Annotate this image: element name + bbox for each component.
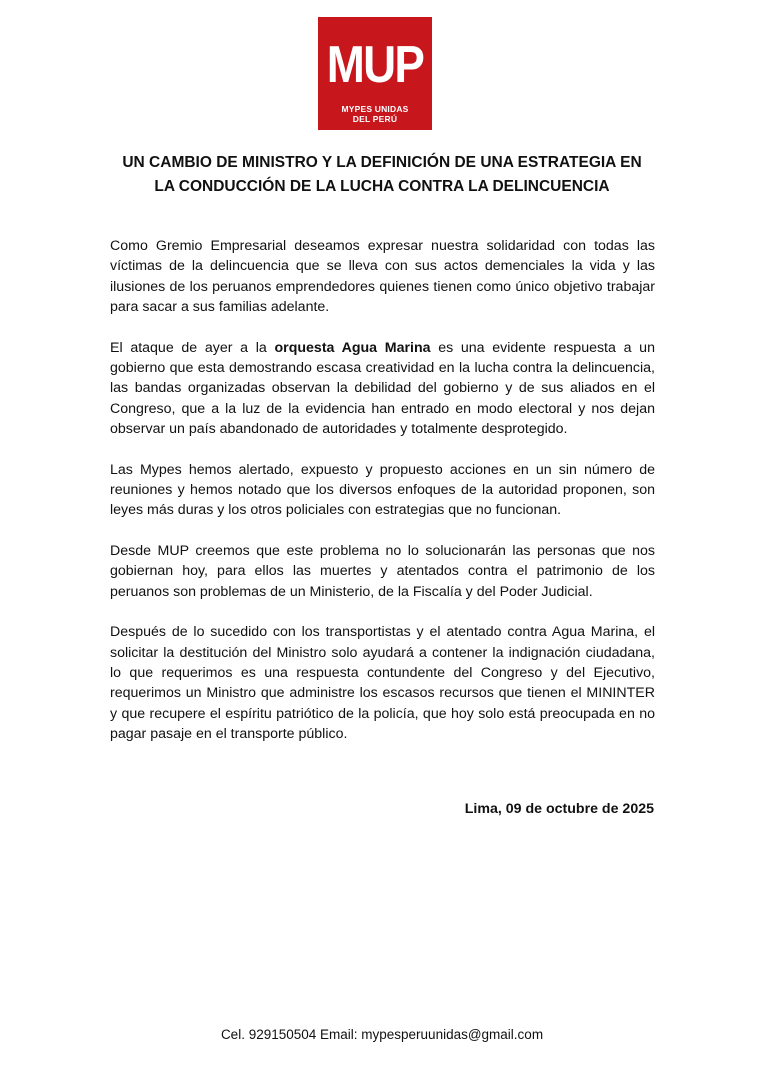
title-line-2: LA CONDUCCIÓN DE LA LUCHA CONTRA LA DELINCUENCIA [154, 178, 610, 195]
document-body [110, 236, 655, 765]
paragraph-2-rest: es una evidente respuesta a un gobierno que esta demostrando escasa creatividad en la lucha contra la delincuencia, las bandas organizadas observan la debilidad del gobierno y de sus aliados en el Congreso, que a la luz de la evidencia han entrado en modo electoral y nos dejan observar un país abandonado de autoridades y totalmente desprotegido. [110, 339, 655, 437]
document-date: Lima, 09 de octubre de 2025 [464, 801, 654, 817]
paragraph-2 [110, 338, 655, 439]
paragraph-3: Las Mypes hemos alertado, expuesto y propuesto acciones en un sin número de reuniones y hemos notado que los diversos enfoques de la autoridad proponen, son leyes más duras y los otros policiales con estrategias que no funcionan. [110, 461, 655, 519]
document-title [110, 151, 654, 199]
logo-mark: MUP [326, 36, 424, 94]
paragraph-2-intro: El ataque de ayer a la [110, 339, 275, 356]
mup-logo [318, 17, 432, 130]
logo-subtitle-line2: DEL PERÚ [352, 114, 398, 124]
paragraph-2-emphasis: orquesta Agua Marina [274, 339, 431, 356]
paragraph-5: Después de lo sucedido con los transportistas y el atentado contra Agua Marina, el solicitar la destitución del Ministro solo ayudará a contener la indignación ciudadana, lo que requerimos es una respuesta contundente del Congreso y del Ejecutivo, requerimos un Ministro que administre los escasos recursos que tienen el MININTER y que recupere el espíritu patriótico de la policía, que hoy solo está preocupada en no pagar pasaje en el transporte público. [110, 624, 655, 742]
paragraph-4: Desde MUP creemos que este problema no lo solucionarán las personas que nos gobiernan hoy, para ellos las muertes y atentados contra el patrimonio de los peruanos son problemas de un Ministerio, de la Fiscalía y del Poder Judicial. [110, 543, 655, 600]
paragraph-1: Como Gremio Empresarial deseamos expresar nuestra solidaridad con todas las víctimas de la delincuencia que se lleva con sus actos demenciales la vida y las ilusiones de los peruanos emprendedores quienes tienen como único objetivo trabajar para sacar a sus familias adelante. [110, 238, 655, 315]
title-line-1: UN CAMBIO DE MINISTRO Y LA DEFINICIÓN DE UNA ESTRATEGIA EN [122, 154, 642, 171]
logo-subtitle [318, 104, 432, 124]
logo-subtitle-line1: MYPES UNIDAS [341, 104, 409, 114]
footer-contact: Cel. 929150504 Email: mypesperuunidas@gmail.com [220, 1027, 544, 1042]
